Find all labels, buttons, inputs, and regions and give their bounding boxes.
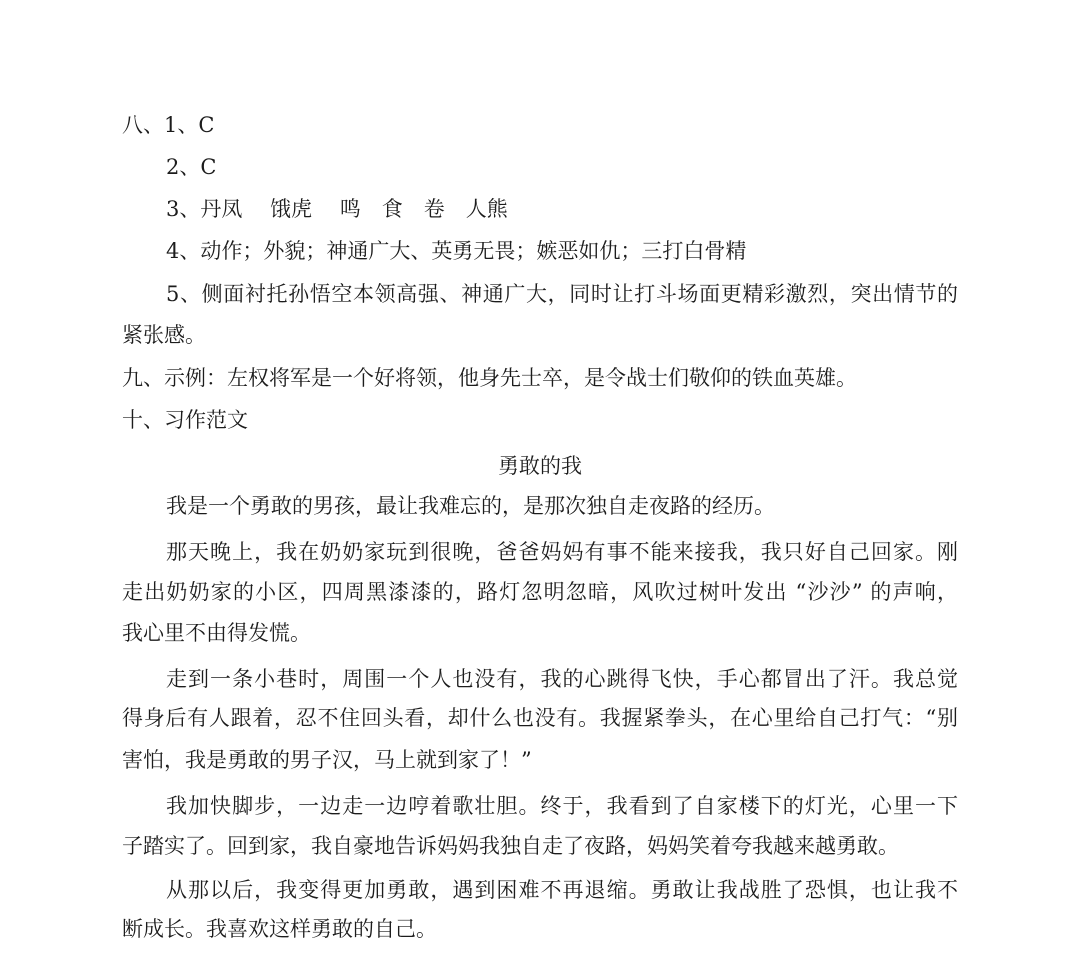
essay-p3-line-2: 得身后有人跟着，忍不住回头看，却什么也没有。我握紧拳头，在心里给自己打气：“别 <box>122 706 958 730</box>
section-8-heading: 八、1、C <box>122 113 215 137</box>
section-8-item-5-line-1: 5、侧面衬托孙悟空本领高强、神通广大，同时让打斗场面更精彩激烈，突出情节的 <box>166 282 958 306</box>
essay-p3-line-1: 走到一条小巷时，周围一个人也没有，我的心跳得飞快，手心都冒出了汗。我总觉 <box>166 667 958 691</box>
section-8-item-5-line-2: 紧张感。 <box>122 323 206 347</box>
essay-p4-line-1: 我加快脚步，一边走一边哼着歌壮胆。终于，我看到了自家楼下的灯光，心里一下 <box>166 794 958 818</box>
essay-p2-line-1: 那天晚上，我在奶奶家玩到很晚，爸爸妈妈有事不能来接我，我只好自己回家。刚 <box>166 540 958 564</box>
essay-p4-line-2: 子踏实了。回到家，我自豪地告诉妈妈我独自走了夜路，妈妈笑着夸我越来越勇敢。 <box>122 834 899 858</box>
essay-title: 勇敢的我 <box>498 454 582 478</box>
section-8-item-4: 4、动作；外貌；神通广大、英勇无畏；嫉恶如仇；三打白骨精 <box>166 239 747 263</box>
section-8-item-3: 3、丹凤 饿虎 鸣 食 卷 人熊 <box>166 197 508 221</box>
essay-p2-line-3: 我心里不由得发慌。 <box>122 621 311 645</box>
essay-p3-line-3: 害怕，我是勇敢的男子汉，马上就到家了！” <box>122 748 532 772</box>
essay-p5-line-2: 断成长。我喜欢这样勇敢的自己。 <box>122 917 437 941</box>
section-9-text: 九、示例：左权将军是一个好将领，他身先士卒，是令战士们敬仰的铁血英雄。 <box>122 366 857 390</box>
section-10-heading: 十、习作范文 <box>122 408 248 432</box>
section-8-item-2: 2、C <box>166 155 217 179</box>
essay-p2-line-2: 走出奶奶家的小区，四周黑漆漆的，路灯忽明忽暗，风吹过树叶发出 “沙沙” 的声响， <box>122 580 958 604</box>
essay-p5-line-1: 从那以后，我变得更加勇敢，遇到困难不再退缩。勇敢让我战胜了恐惧，也让我不 <box>166 878 958 902</box>
essay-p1-line-1: 我是一个勇敢的男孩，最让我难忘的，是那次独自走夜路的经历。 <box>166 494 775 518</box>
